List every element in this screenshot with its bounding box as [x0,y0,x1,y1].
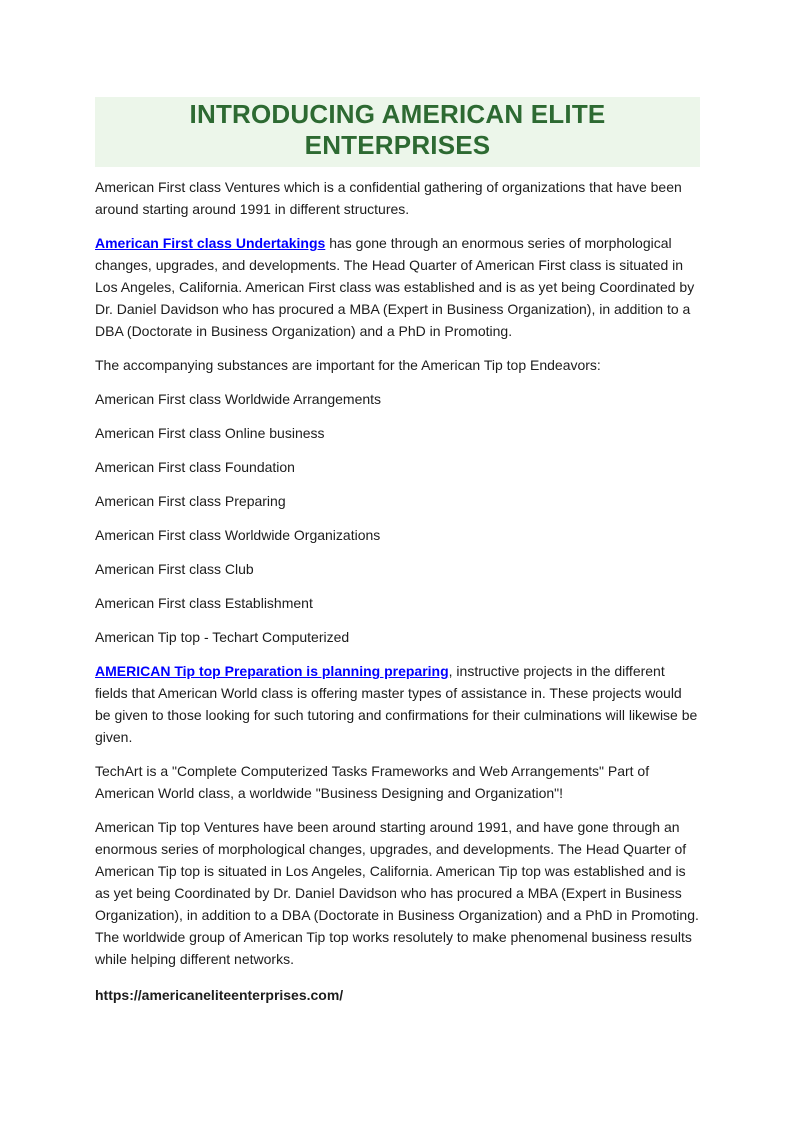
title-line-1: INTRODUCING AMERICAN ELITE [189,99,606,129]
title-banner [95,97,700,167]
entity-item-foundation: American First class Foundation [95,459,295,475]
paragraph-history [95,232,700,342]
entity-list [95,388,700,648]
paragraph-ventures: American Tip top Ventures have been around starting around 1991, and have gone through an enormous series of morphological changes, upgrades, and developments. The Head Quarter of American Tip top is situated in Los Angeles, California. American Tip top was established and is as yet being Coordinated by Dr. Daniel Davidson who has procured a MBA (Expert in Business Organization), in addition to a DBA (Doctorate in Business Organization) and a PhD in Promoting. The worldwide group of American Tip top works resolutely to make phenomenal business results while helping different networks. [95,819,699,967]
paragraph-training [95,660,700,748]
paragraph-intro: American First class Ventures which is a confidential gathering of organizations that have been around starting around 1991 in different structures. [95,179,682,217]
title-line-2: ENTERPRISES [304,130,491,160]
page-title [105,99,690,161]
website-url: https://americaneliteenterprises.com/ [95,987,344,1003]
entity-item-techart-computerized: American Tip top - Techart Computerized [95,629,350,645]
entity-item-worldwide-organizations: American First class Worldwide Organizations [95,527,381,543]
paragraph-list-intro: The accompanying substances are important for the American Tip top Endeavors: [95,357,601,373]
link-american-first-class-undertakings[interactable]: American First class Undertakings [95,235,326,251]
entity-item-worldwide-arrangements: American First class Worldwide Arrangements [95,391,382,407]
entity-item-online-business: American First class Online business [95,425,325,441]
entity-item-preparing: American First class Preparing [95,493,286,509]
entity-item-club: American First class Club [95,561,254,577]
paragraph-training-text: , instructive projects in the different fields that American World class is offering master types of assistance in. These projects would be given to those looking for such tutoring and confirmations for their culminations will likewise be given. [95,663,698,745]
link-american-tip-top-preparation[interactable]: AMERICAN Tip top Preparation is planning preparing [95,663,449,679]
entity-item-establishment: American First class Establishment [95,595,313,611]
paragraph-techart: TechArt is a "Complete Computerized Tasks Frameworks and Web Arrangements" Part of American World class, a worldwide "Business Designing and Organization"! [95,763,650,801]
document-content [95,97,700,1018]
paragraph-history-text: has gone through an enormous series of morphological changes, upgrades, and developments. The Head Quarter of American First class is situated in Los Angeles, California. American First class was established and is as yet being Coordinated by Dr. Daniel Davidson who has procured a MBA (Expert in Business Organization), in addition to a DBA (Doctorate in Business Organization) and a PhD in Promoting. [95,235,695,339]
